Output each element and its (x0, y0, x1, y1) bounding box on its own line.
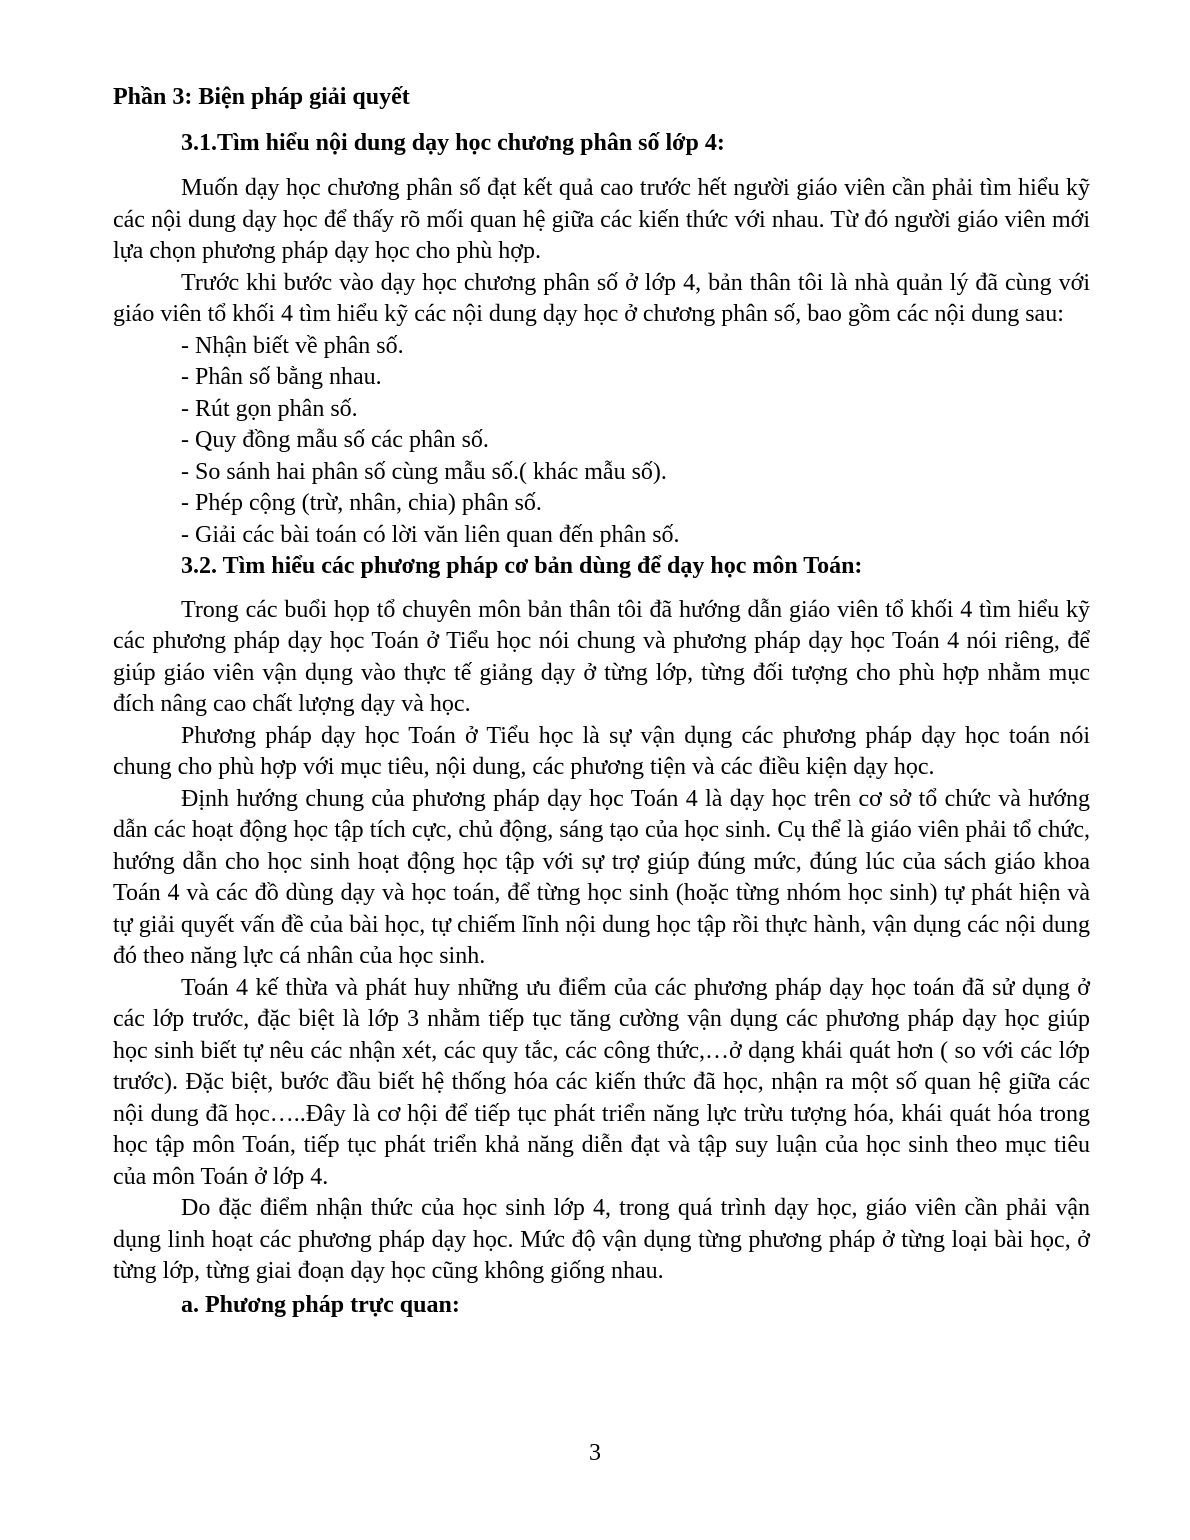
list-item: - Phân số bằng nhau. (181, 364, 382, 390)
list-item: - Phép cộng (trừ, nhân, chia) phân số. (181, 490, 542, 516)
section-3-2-paragraph: Trong các buổi họp tổ chuyên môn bản thân tôi đã hướng dẫn giáo viên tổ khối 4 tìm hiểu kỹ các phương pháp dạy học Toán ở Tiểu học nói chung và phương pháp dạy học Toán 4 nói riêng, để giúp giáo viên vận dụng vào thực tế giảng dạy ở từng lớp, từng đối tượng cho phù hợp nhằm mục đích nâng cao chất lượng dạy và học. (113, 596, 1090, 717)
list-item: - Nhận biết về phân số. (181, 332, 404, 359)
page-content (113, 82, 1090, 1321)
part-heading: Phần 3: Biện pháp giải quyết (113, 84, 410, 110)
list-item: - Quy đồng mẫu số các phân số. (181, 427, 489, 453)
section-3-2-heading: 3.2. Tìm hiểu các phương pháp cơ bản dùng để dạy học môn Toán: (181, 553, 863, 579)
list-item: - So sánh hai phân số cùng mẫu số.( khác mẫu số). (181, 458, 667, 485)
section-3-1-paragraph: Muốn dạy học chương phân số đạt kết quả cao trước hết người giáo viên cần phải tìm hiểu kỹ các nội dung dạy học để thấy rõ mối quan hệ giữa các kiến thức với nhau. Từ đó người giáo viên mới lựa chọn phương pháp dạy học cho phù hợp. (113, 175, 1090, 264)
section-3-2-paragraph: Toán 4 kế thừa và phát huy những ưu điểm của các phương pháp dạy học toán đã sử dụng ở các lớp trước, đặc biệt là lớp 3 nhằm tiếp tục tăng cường vận dụng các phương pháp dạy học giúp học sinh biết tự nêu các nhận xét, các quy tắc, các công thức,…ở dạng khái quát hơn ( so với các lớp trước). Đặc biệt, bước đầu biết hệ thống hóa các kiến thức đã học, nhận ra một số quan hệ giữa các nội dung đã học…..Đây là cơ hội để tiếp tục phát triển năng lực trừu tượng hóa, khái quát hóa trong học tập môn Toán, tiếp tục phát triển khả năng diễn đạt và tập suy luận của học sinh theo mục tiêu của môn Toán ở lớp 4. (113, 974, 1090, 1190)
section-3-2-paragraph: Định hướng chung của phương pháp dạy học Toán 4 là dạy học trên cơ sở tổ chức và hướng dẫn các hoạt động học tập tích cực, chủ động, sáng tạo của học sinh. Cụ thể là giáo viên phải tổ chức, hướng dẫn cho học sinh hoạt động học tập với sự trợ giúp đúng mức, đúng lúc của sách giáo khoa Toán 4 và các đồ dùng dạy và học toán, để từng học sinh (hoặc từng nhóm học sinh) tự phát hiện và tự giải quyết vấn đề của bài học, tự chiếm lĩnh nội dung học tập rồi thực hành, vận dụng các nội dung đó theo năng lực cá nhân của học sinh. (113, 785, 1090, 969)
content-list (113, 331, 1090, 552)
list-item: - Giải các bài toán có lời văn liên quan đến phân số. (181, 521, 680, 548)
section-3-2-paragraph: Phương pháp dạy học Toán ở Tiểu học là sự vận dụng các phương pháp dạy học toán nói chung cho phù hợp với mục tiêu, nội dung, các phương tiện và các điều kiện dạy học. (113, 722, 1090, 780)
section-3-1-heading: 3.1.Tìm hiểu nội dung dạy học chương phân số lớp 4: (181, 129, 725, 156)
list-item: - Rút gọn phân số. (181, 395, 358, 422)
section-3-2-paragraph: Do đặc điểm nhận thức của học sinh lớp 4, trong quá trình dạy học, giáo viên cần phải vận dụng linh hoạt các phương pháp dạy học. Mức độ vận dụng từng phương pháp ở từng loại bài học, ở từng lớp, từng giai đoạn dạy học cũng không giống nhau. (113, 1195, 1090, 1284)
section-3-1-paragraph: Trước khi bước vào dạy học chương phân số ở lớp 4, bản thân tôi là nhà quản lý đã cùng với giáo viên tổ khối 4 tìm hiểu kỹ các nội dung dạy học ở chương phân số, bao gồm các nội dung sau: (113, 269, 1090, 327)
page-number: 3 (589, 1440, 601, 1466)
subsection-a-heading: a. Phương pháp trực quan: (181, 1291, 460, 1318)
